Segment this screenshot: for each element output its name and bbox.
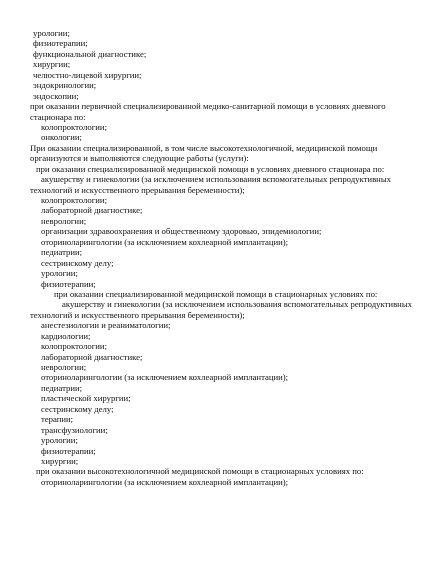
document-body <box>0 28 430 487</box>
text-line: сестринскому делу; <box>41 403 114 414</box>
text-line: терапии; <box>41 414 74 425</box>
text-line: неврологии; <box>41 215 87 226</box>
text-line: лабораторной диагностике; <box>41 351 143 362</box>
text-line: при оказании специализированной медицинской помощи в стационарных условиях по: <box>54 288 378 299</box>
text-line: акушерству и гинекологии (за исключением использования вспомогательных репродуктивных <box>41 174 392 185</box>
text-line: педиатрии; <box>41 382 83 393</box>
text-line: функциональной диагностике; <box>33 48 147 59</box>
text-line: челюстно-лицевой хирургии; <box>33 69 142 80</box>
text-line: оториноларингологии (за исключением кохлеарной имплантации); <box>41 236 289 247</box>
text-line: лабораторной диагностике; <box>41 205 143 216</box>
text-line: хирургии; <box>33 59 71 70</box>
text-line: колопроктологии; <box>41 195 107 205</box>
text-line: физиотерапии; <box>41 278 96 289</box>
text-line: трансфузиологии; <box>41 424 108 435</box>
text-line: технологий и искусственного прерывания беременности); <box>30 184 245 195</box>
text-line: эндоскопии; <box>33 90 79 101</box>
text-line: анестезиологии и реаниматологии; <box>41 320 171 331</box>
text-line: онкологии; <box>41 132 82 143</box>
text-line: оториноларингологии (за исключением кохлеарной имплантации); <box>41 372 289 383</box>
text-line: организации здравоохранения и общественному здоровью, эпидемиологии; <box>41 226 322 237</box>
text-line: оториноларингологии (за исключением кохлеарной имплантации); <box>41 476 289 487</box>
text-line: физиотерапии; <box>41 445 96 456</box>
text-line: хирургии; <box>41 455 79 466</box>
text-line: колопроктологии; <box>41 121 107 132</box>
text-line: при оказании высокотехнологичной медицинской помощи в стационарных условиях по: <box>36 466 364 477</box>
text-line: урологии; <box>33 28 70 38</box>
text-line: педиатрии; <box>41 247 83 258</box>
text-line: урологии; <box>41 268 78 279</box>
text-line: физиотерапии; <box>33 38 88 49</box>
text-line: эндокринологии; <box>33 80 97 91</box>
text-line: неврологии; <box>41 362 87 372</box>
text-line: При оказании специализированной, в том числе высокотехнологичной, медицинской помощи <box>30 142 378 153</box>
text-line: пластической хирургии; <box>41 393 131 404</box>
text-line: технологий и искусственного прерывания беременности); <box>30 309 245 320</box>
text-line: организуются и выполняются следующие работы (услуги): <box>30 153 249 164</box>
text-line: акушерству и гинекологии (за исключением использования вспомогательных репродуктивных <box>62 299 413 310</box>
text-line: при оказании специализированной медицинской помощи в условиях дневного стационара по: <box>36 163 385 174</box>
text-line: стационара по: <box>30 111 86 122</box>
text-line: колопроктологии; <box>41 341 107 352</box>
text-line: кардиологии; <box>41 330 91 341</box>
text-line: урологии; <box>41 435 78 446</box>
text-line: при оказании первичной специализированной медико-санитарной помощи в условиях дневного <box>30 101 386 112</box>
text-line: сестринскому делу; <box>41 257 114 268</box>
